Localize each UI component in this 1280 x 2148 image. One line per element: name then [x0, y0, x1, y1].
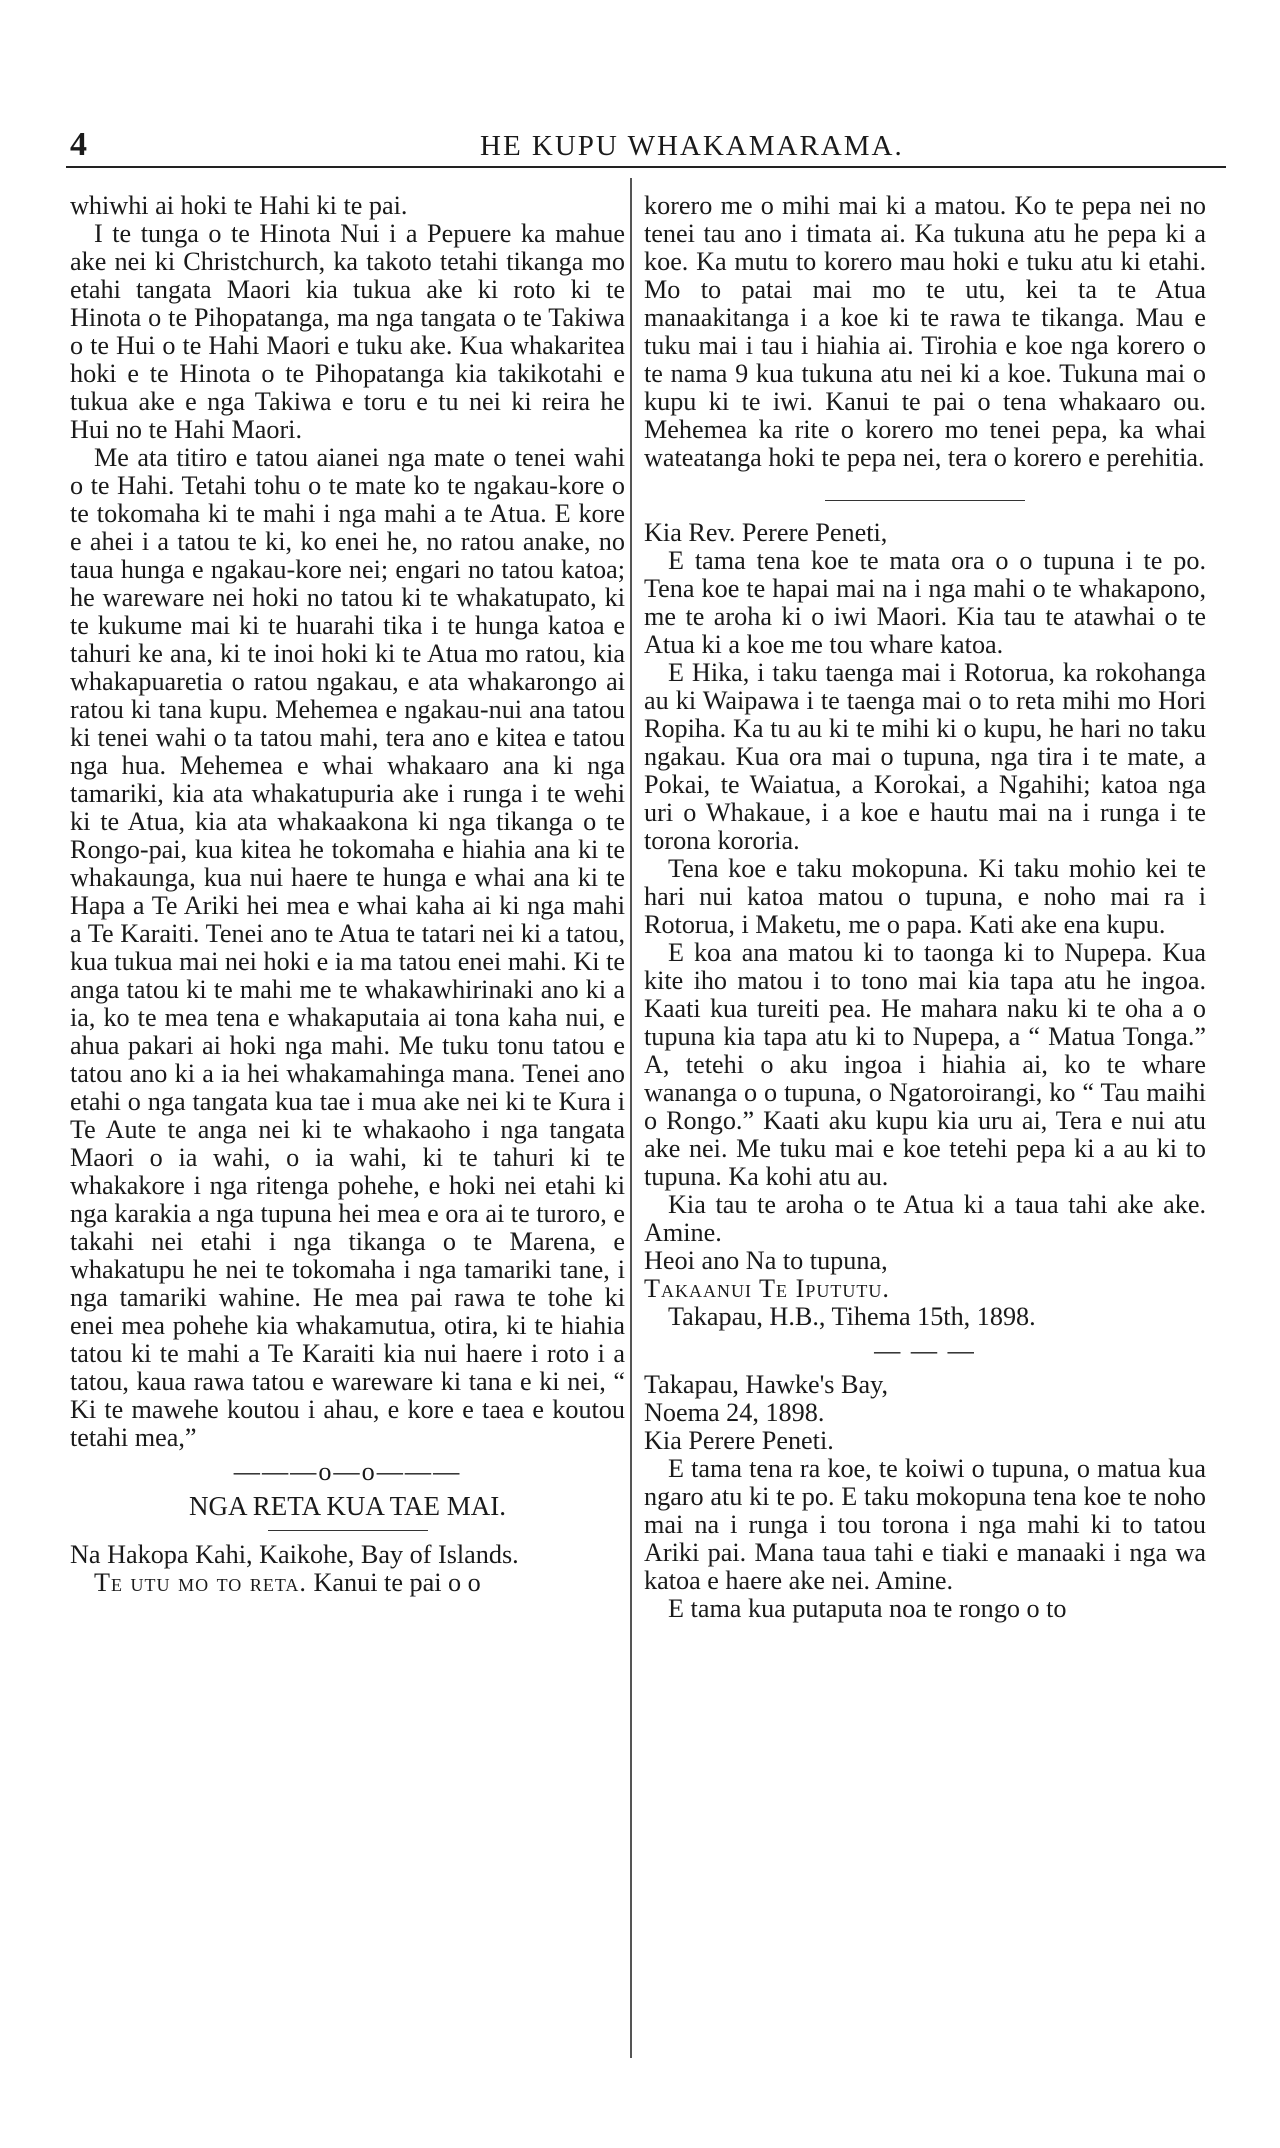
paragraph: korero me o mihi mai ki a matou. Ko te pepa nei no tenei tau ano i timata ai. Ka tukuna atu he pepa ki a koe. Ka mutu to korero mau hoki e tuku atu ki etahi. Mo to patai mai mo te utu, kei ta te Atua manaakitanga i a koe ki te rawa te tikanga. Mau e tuku mai i tau i hiahia ai. Tirohia e koe nga korero o te nama 9 kua tukuna atu nei ki a koe. Tukuna mai o kupu ki te iwi. Kanui te pai o tena whakaaro ou. Mehemea ka rite o korero mo tenei pepa, ka whai wateatanga hoki te pepa nei, tera o korero e perehitia. — [644, 191, 1206, 472]
letter-rule — [825, 500, 1025, 501]
letter-reply — [70, 1569, 625, 1597]
letter-closing: Heoi ano Na to tupuna, — [644, 1246, 888, 1275]
heading-rule — [268, 1530, 428, 1531]
reply-text: Kanui te pai o o — [306, 1568, 481, 1597]
letter-salutation: Kia Perere Peneti. — [644, 1426, 834, 1455]
section-separator: ———o—o——— — [233, 1457, 462, 1486]
letter-place: Takapau, Hawke's Bay, — [644, 1370, 889, 1399]
page-number: 4 — [70, 126, 87, 163]
letter-date: Noema 24, 1898. — [644, 1398, 825, 1427]
paragraph: Tena koe e taku mokopuna. Ki taku mohio kei te hari nui katoa matou o tupuna, e noho mai ra i Rotorua, i Maketu, me o papa. Kati ake ena kupu. — [644, 854, 1206, 939]
paragraph: I te tunga o te Hinota Nui i a Pepuere ka mahue ake nei ki Christchurch, ka takoto tetahi tikanga mo etahi tangata Maori kia tukua ake ki roto ki te Hinota o te Pihopatanga, ma nga tangata o te Takiwa o te Hui o te Hahi Maori e tuku ake. Kua whakaritea hoki e te Hinota o te Pihopatanga kia takikotahi e tukua ake e nga Takiwa e toru e tu nei ki reira he Hui no te Hahi Maori. — [70, 219, 625, 444]
letter-place-date: Takapau, H.B., Tihema 15th, 1898. — [668, 1302, 1036, 1331]
paragraph: E koa ana matou ki to taonga ki to Nupepa. Kua kite iho matou i to tono mai kia tapa atu he ingoa. Kaati kua tureiti pea. He mahara naku ki te oha a o tupuna kia tapa atu ki to Nupepa, a “ Matua Tonga.” A, tetehi o aku ingoa i hiahia ai, ko te whare wananga o o tupuna, o Ngatoroirangi, ko “ Tau maihi o Rongo.” Kaati aku kupu kia uru ai, Tera e nui atu ake nei. Me tuku mai e koe tetehi pepa ki a au ki to tupuna. Ka kohi atu au. — [644, 938, 1206, 1191]
reply-label: Te utu mo to reta. — [94, 1568, 307, 1597]
paragraph: E tama tena koe te mata ora o o tupuna i te po. Tena koe te hapai mai na i nga mahi o te whakapono, me te aroha ki o iwi Maori. Kia tau te atawhai o te Atua ki a koe me tou whare katoa. — [644, 546, 1206, 659]
page-title: HE KUPU WHAKAMARAMA. — [480, 130, 904, 162]
paragraph: Kia tau te aroha o te Atua ki a taua tahi ake ake. Amine. — [644, 1190, 1206, 1247]
letter-salutation: Kia Rev. Perere Peneti, — [644, 518, 888, 547]
header-rule — [66, 166, 1226, 168]
letter-sender: Na Hakopa Kahi, Kaikohe, Bay of Islands. — [70, 1540, 519, 1569]
column-divider — [630, 178, 632, 2058]
paragraph: Me ata titiro e tatou aianei nga mate o tenei wahi o te Hahi. Tetahi tohu o te mate ko te ngakau-kore o te tokomaha ki te mahi i nga mahi a te Atua. E kore e ahei i a tatou te ki, ko enei he, no ratou anake, no taua hunga e ngakau-kore nei; engari no tatou katoa; he wareware nei hoki no tatou ki te whakatupato, ki te kukume mai ki te huarahi tika i te hunga katoa e tahuri ke ana, ki te inoi hoki ki te Atua mo ratou, kia whakapuaretia o ratou ngakau, e ata whakarongo ai ratou ki tana kupu. Mehemea e ngakau-nui ana tatou ki tenei wahi o ta tatou mahi, tera ano e kitea e tatou nga hua. Mehemea e whai whakaaro ana ki nga tamariki, kia ata whakatupuria ake i runga i te wehi ki te Atua, kia ata whakaakona ki nga tikanga o te Rongo-pai, kua kitea he tokomaha e hiahia ana ki te whakaunga, kua nui haere te hunga e whai ana ki te Hapa a Te Ariki hei mea e whai kaha ai ki nga mahi a Te Karaiti. Tenei ano te Atua te tatari nei ki a tatou, kua tukua mai nei hoki e ia ma tatou enei mahi. Ki te anga tatou ki te mahi me te whakawhirinaki ano ki a ia, ko te mea tena e whakaputaia ai tona kaha nui, e ahua pakari ai hoki nga mahi. Me tuku tonu tatou e tatou ano ki a ia hei whakamahinga mana. Tenei ano etahi o nga tangata kua tae i mua ake nei ki te Kura i Te Aute te anga nei ki te whakaoho i nga tangata Maori o ia wahi, o ia wahi, ki te tahuri ki te whakakore i nga ritenga pohehe, e hoki nei etahi ki nga karakia a nga tupuna hei mea e ora ai te turoro, e takahi nei etahi i nga tikanga o te Marena, e whakatupu he nei te tokomaha i nga tamariki tane, i nga tamariki wahine. He mea pai rawa te tohe ki enei mea pohehe kia whakamutua, otira, ki te hiahia tatou ki te mahi a Te Karaiti kia nui haere i roto i a tatou, kaua rawa tatou e wareware ki tana e ki nei, “ Ki te mawehe koutou i ahau, e kore e taea e koutou tetahi mea,” — [70, 443, 625, 1452]
left-column — [70, 192, 625, 1597]
right-column — [644, 192, 1206, 1623]
page-header — [60, 126, 1230, 166]
paragraph: E Hika, i taku taenga mai i Rotorua, ka rokohanga au ki Waipawa i te taenga mai o to reta mihi mo Hori Ropiha. Ka tu au ki te mihi ki o kupu, he hari no taku ngakau. Kua ora mai o tupuna, nga tira i te mate, a Pokai, te Waiatua, a Korokai, a Ngahihi; katoa nga uri o Whakaue, i a koe e hautu mai na i runga i te torona kororia. — [644, 658, 1206, 855]
section-heading: NGA RETA KUA TAE MAI. — [189, 1491, 506, 1521]
paragraph: E tama tena ra koe, te koiwi o tupuna, o matua kua ngaro atu ki te po. E taku mokopuna tena koe te noho mai na i runga i tou torona i nga mahi ki to tatou Ariki pai. Mana taua tahi e tiaki e manaaki i nga wa katoa e haere ake nei. Amine. — [644, 1454, 1206, 1595]
paragraph: E tama kua putaputa noa te rongo o to — [668, 1594, 1067, 1623]
paragraph: whiwhi ai hoki te Hahi ki te pai. — [70, 191, 408, 220]
letter-separator: — — — — [874, 1336, 976, 1365]
letter-signer: Takaanui Te Ipututu. — [644, 1274, 890, 1303]
